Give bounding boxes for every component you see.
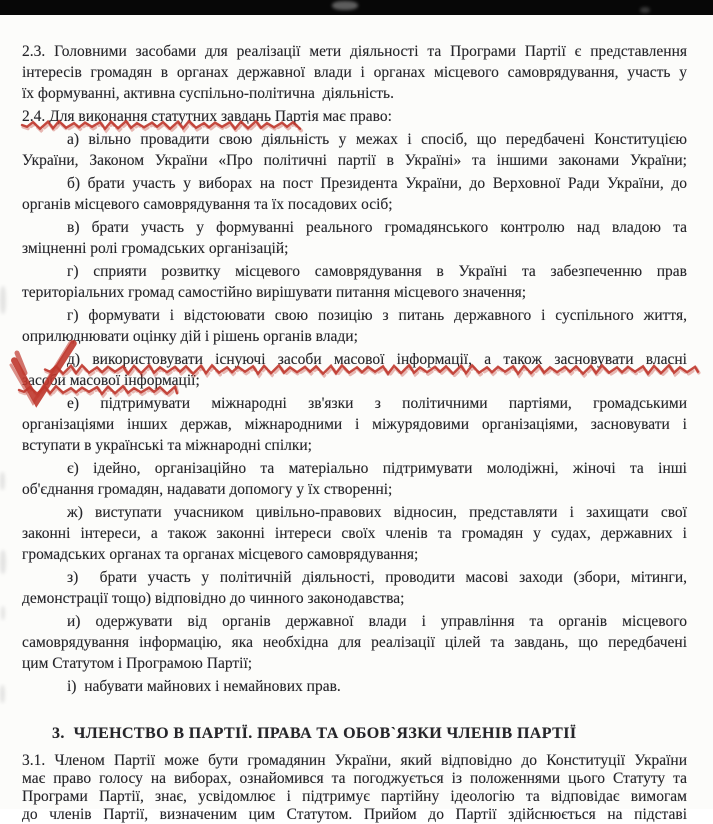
text-line: з) брати участь у політичній діяльності, проводити масові заходи (збори, мітинги, [67, 569, 687, 586]
text-line: д) використовувати існуючі засоби масової інформації, а також засновувати власні [67, 351, 687, 368]
scan-smudge [332, 1, 358, 10]
text-line: засоби масової інформації; [22, 372, 200, 389]
text-line: є) ідейно, організаційно та матеріально підтримувати молодіжні, жіночі та інші [67, 460, 687, 477]
text-line: 2.3. Головними засобами для реалізації мети діяльності та Програми Партії є представлення [22, 43, 687, 60]
list-item-z [22, 567, 687, 609]
text-line: законні інтереси, а також законні інтереси своїх членів та громадян у судах, державних і [22, 525, 687, 542]
list-item-zh [22, 502, 687, 565]
text-line: і) набувати майнових і немайнових прав. [67, 678, 341, 695]
text-line: територіальних громад самостійно вирішувати питання місцевого значення; [22, 284, 527, 301]
text-line: оприлюднювати оцінку дій і рішень органів влади; [22, 328, 358, 345]
list-item-e [22, 393, 687, 456]
text-line: вступати в українські та міжнародні спілки; [22, 437, 312, 454]
text-line: об'єднання громадян, надавати допомогу у їх створенні; [22, 481, 393, 498]
scan-smudge [640, 7, 650, 13]
text-line: г) сприяти розвитку місцевого самоврядування в Україні та забезпеченню прав [67, 263, 687, 280]
text-line: інтересів громадян в органах державної влади і органах місцевого самоврядування, участь у [22, 64, 687, 81]
text-line: ж) виступати учасником цивільно-правових відносин, представляти і захищати свої [67, 504, 687, 521]
list-item-y [22, 611, 687, 674]
text-line: зміцненні ролі громадських організацій; [22, 240, 289, 257]
list-item-ye [22, 458, 687, 500]
text-line: організаціями інших держав, міжнародними і міжурядовими організаціями, засновувати і [22, 416, 687, 433]
para-3-1 [22, 752, 687, 824]
scan-smudge [1, 606, 5, 620]
document-body [22, 41, 687, 824]
text-line: 2.4. Для виконання статутних завдань Партія має право: [22, 108, 392, 125]
section-3-heading [52, 723, 687, 744]
text-line: має право голосу на виборах, ознайомився та погоджується із положеннями цього Статуту та [22, 770, 687, 787]
text-line: и) одержувати від органів державної влади і управління та органів місцевого [67, 613, 687, 630]
para-2-4 [22, 106, 687, 127]
scan-smudge [0, 550, 6, 574]
scan-smudge [0, 472, 5, 490]
list-item-v [22, 217, 687, 259]
text-line: е) підтримувати міжнародні зв'язки з політичними партіями, громадськими [67, 395, 687, 412]
list-item-g2 [22, 305, 687, 347]
list-item-d [22, 349, 687, 391]
text-line: в) брати участь у формуванні реального громадянського контролю над владою та [67, 219, 687, 236]
list-item-g [22, 261, 687, 303]
scan-smudge [0, 685, 5, 703]
text-line: цим Статутом і Програмою Партії; [22, 655, 253, 672]
text-line: 3. ЧЛЕНСТВО В ПАРТІЇ. ПРАВА ТА ОБОВ`ЯЗКИ ЧЛЕНІВ ПАРТІЇ [52, 725, 577, 742]
text-line: до членів Партії, визначеним цим Статутом. Прийом до Партії здійснюється на підставі [22, 806, 687, 823]
text-line: самоврядування інформацію, яка необхідна для реалізації цілей та завдань, що передбачені [22, 634, 687, 651]
scan-smudge [0, 286, 6, 314]
text-line: органів місцевого самоврядування та їх посадових осіб; [22, 196, 393, 213]
text-line: 3.1. Членом Партії може бути громадянин України, який відповідно до Конституції України [22, 752, 687, 769]
text-line: Програми Партії, знає, усвідомлює і підтримує партійну ідеологію та відповідає вимогам [22, 788, 687, 805]
text-line: їх формуванні, активна суспільно-політична діяльність. [22, 85, 394, 102]
list-item-b [22, 173, 687, 215]
text-line: України, Законом України «Про політичні партії в Україні» та іншими законами України; [22, 152, 687, 169]
para-2-3 [22, 41, 687, 104]
text-line: г) формувати і відстоювати свою позицію з питань державного і суспільного життя, [67, 307, 687, 324]
text-line: громадських органах та органах місцевого самоврядування; [22, 546, 419, 563]
list-item-i [22, 676, 687, 697]
text-line: а) вільно провадити свою діяльність у межах і спосіб, що передбачені Конституцією [67, 131, 687, 148]
text-line: б) брати участь у виборах на пост Президента України, до Верховної Ради України, до [67, 175, 687, 192]
text-line: демонстрації тощо) відповідно до чинного законодавства; [22, 590, 405, 607]
list-item-a [22, 129, 687, 171]
